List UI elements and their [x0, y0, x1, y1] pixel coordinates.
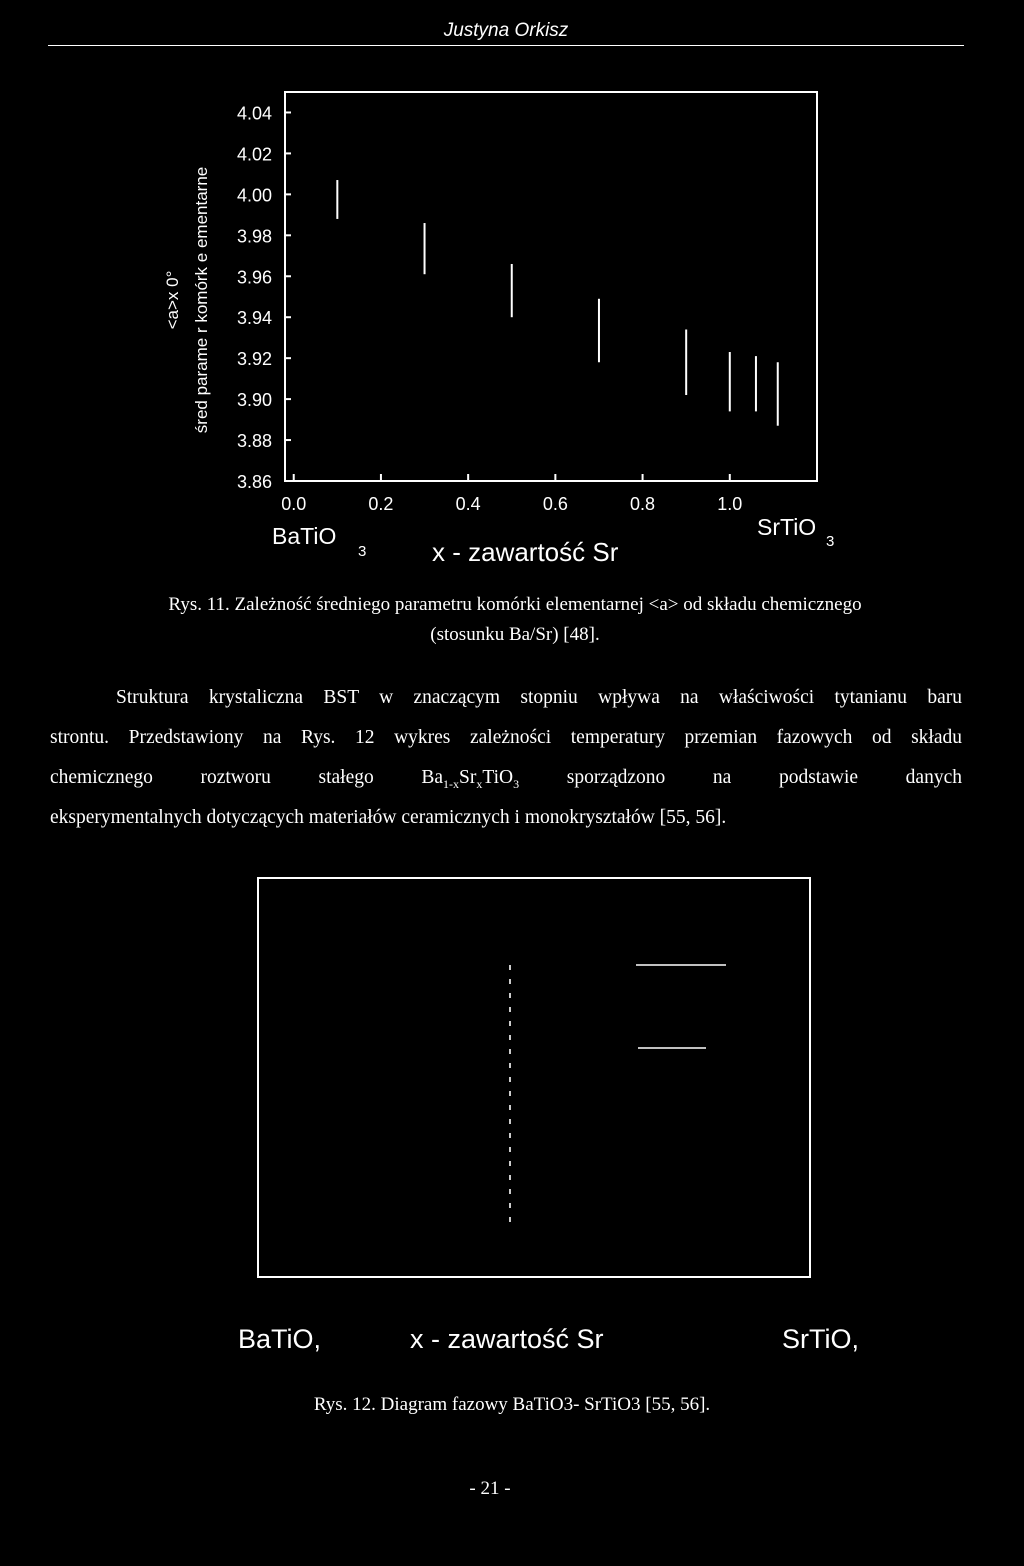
body-line-2: strontu. Przedstawiony na Rys. 12 wykres zależności temperatury przemian fazowych od składu [50, 727, 962, 748]
y-axis-title: śred parame r komórk e ementarne [192, 166, 211, 434]
y-tick-label: 4.04 [236, 103, 272, 124]
phase-diagram [0, 860, 1024, 1300]
x-left-sub: 3 [358, 543, 367, 560]
y-tick-label: 3.94 [236, 308, 272, 329]
figure12-right-label: SrTiO, [782, 1324, 859, 1354]
x-right-sub: 3 [826, 533, 835, 550]
figure12-caption: Rys. 12. Diagram fazowy BaTiO3- SrTiO3 [55, 56]. [313, 1394, 711, 1415]
y-axis-symbol: <a>x 0° [163, 270, 182, 330]
x-tick-label: 0.0 [281, 494, 307, 514]
data-points [337, 180, 777, 426]
figure11-caption-line2: (stosunku Ba/Sr) [48]. [430, 624, 600, 645]
figure11-caption-line1: Rys. 11. Zależność średniego parametru komórki elementarnej <a> od składu chemicznego [168, 594, 862, 615]
x-tick-label: 0.4 [455, 494, 481, 514]
x-tick-label: 0.6 [542, 494, 568, 514]
y-tick-label: 4.00 [236, 185, 272, 206]
y-tick-label: 3.86 [236, 472, 272, 492]
figure12-left-label: BaTiO, [238, 1324, 322, 1354]
body-line-1: Struktura krystaliczna BST w znaczącym stopniu wpływa na właściwości tytanianu baru [116, 687, 962, 708]
plot-frame [285, 92, 817, 481]
y-tick-label: 4.02 [236, 144, 272, 165]
header-rule [48, 45, 964, 46]
y-tick-label: 3.92 [236, 349, 272, 370]
y-ticks [237, 103, 291, 492]
phase-diagram-frame [258, 878, 810, 1277]
x-tick-label: 0.2 [368, 494, 394, 514]
lattice-parameter-chart [0, 60, 1024, 580]
y-tick-label: 3.88 [236, 431, 272, 452]
header-author: Justyna Orkisz [443, 20, 569, 41]
figure12-axis-label: x - zawartość Sr [410, 1324, 604, 1354]
y-tick-label: 3.90 [236, 390, 272, 411]
x-tick-label: 0.8 [630, 494, 656, 514]
x-axis-title: x - zawartość Sr [432, 537, 619, 567]
x-left-label: BaTiO [272, 523, 337, 549]
y-tick-label: 3.98 [236, 226, 272, 247]
x-tick-label: 1.0 [717, 494, 743, 514]
body-line-4: eksperymentalnych dotyczących materiałów ceramicznych i monokryształów [55, 56]. [50, 807, 727, 828]
x-right-label: SrTiO [757, 514, 817, 540]
page-number: - 21 - [469, 1478, 511, 1499]
body-line-3: chemicznego roztworu stałego $Ba_{1-x}Sr_xTiO_3$ sporządzono na podstawie danych [50, 767, 962, 791]
y-tick-label: 3.96 [236, 267, 272, 288]
